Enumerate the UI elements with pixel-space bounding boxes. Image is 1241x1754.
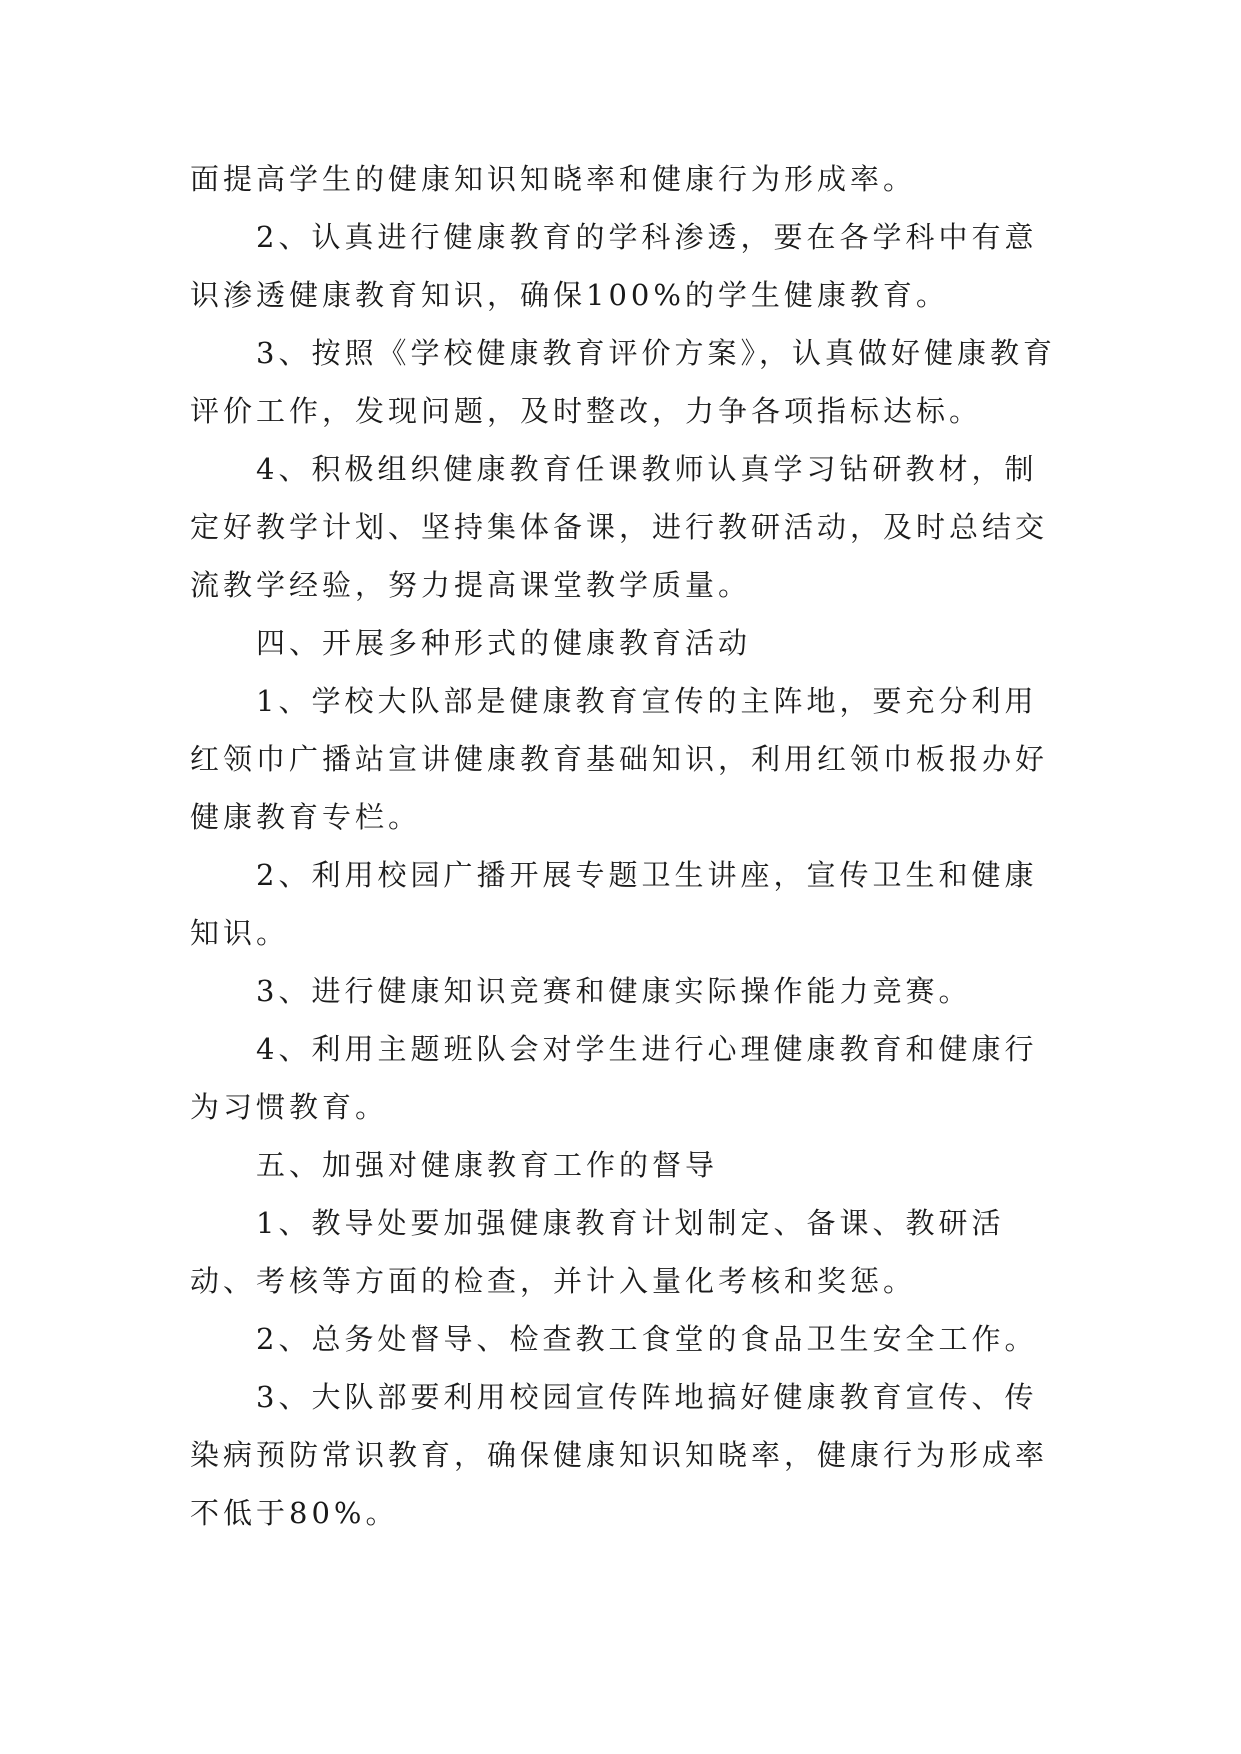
paragraph-1: 面提高学生的健康知识知晓率和健康行为形成率。 bbox=[190, 162, 917, 196]
paragraph-3: 3、按照《学校健康教育评价方案》，认真做好健康教育评价工作，发现问题，及时整改，力争各项指标达标。 bbox=[190, 336, 1056, 428]
paragraph-2: 2、认真进行健康教育的学科渗透，要在各学科中有意识渗透健康教育知识，确保100%的学生健康教育。 bbox=[190, 220, 1038, 312]
section-heading-4: 四、开展多种形式的健康教育活动 bbox=[256, 626, 752, 660]
paragraph-9: 4、利用主题班队会对学生进行心理健康教育和健康行为习惯教育。 bbox=[190, 1032, 1038, 1124]
paragraph-13: 3、大队部要利用校园宣传阵地搞好健康教育宣传、传染病预防常识教育，确保健康知识知晓率，健康行为形成率不低于80%。 bbox=[190, 1380, 1049, 1530]
paragraph-4: 4、积极组织健康教育任课教师认真学习钻研教材，制定好教学计划、坚持集体备课，进行教研活动，及时总结交流教学经验，努力提高课堂教学质量。 bbox=[190, 452, 1049, 602]
document-body bbox=[190, 150, 1056, 1542]
paragraph-8: 3、进行健康知识竞赛和健康实际操作能力竞赛。 bbox=[256, 974, 972, 1008]
paragraph-11: 1、教导处要加强健康教育计划制定、备课、教研活动、考核等方面的检查，并计入量化考核和奖惩。 bbox=[190, 1206, 1005, 1298]
paragraph-12: 2、总务处督导、检查教工食堂的食品卫生安全工作。 bbox=[256, 1322, 1038, 1356]
paragraph-6: 1、学校大队部是健康教育宣传的主阵地，要充分利用红领巾广播站宣讲健康教育基础知识，利用红领巾板报办好健康教育专栏。 bbox=[190, 684, 1049, 834]
section-heading-5: 五、加强对健康教育工作的督导 bbox=[256, 1148, 719, 1182]
paragraph-7: 2、利用校园广播开展专题卫生讲座，宣传卫生和健康知识。 bbox=[190, 858, 1038, 950]
